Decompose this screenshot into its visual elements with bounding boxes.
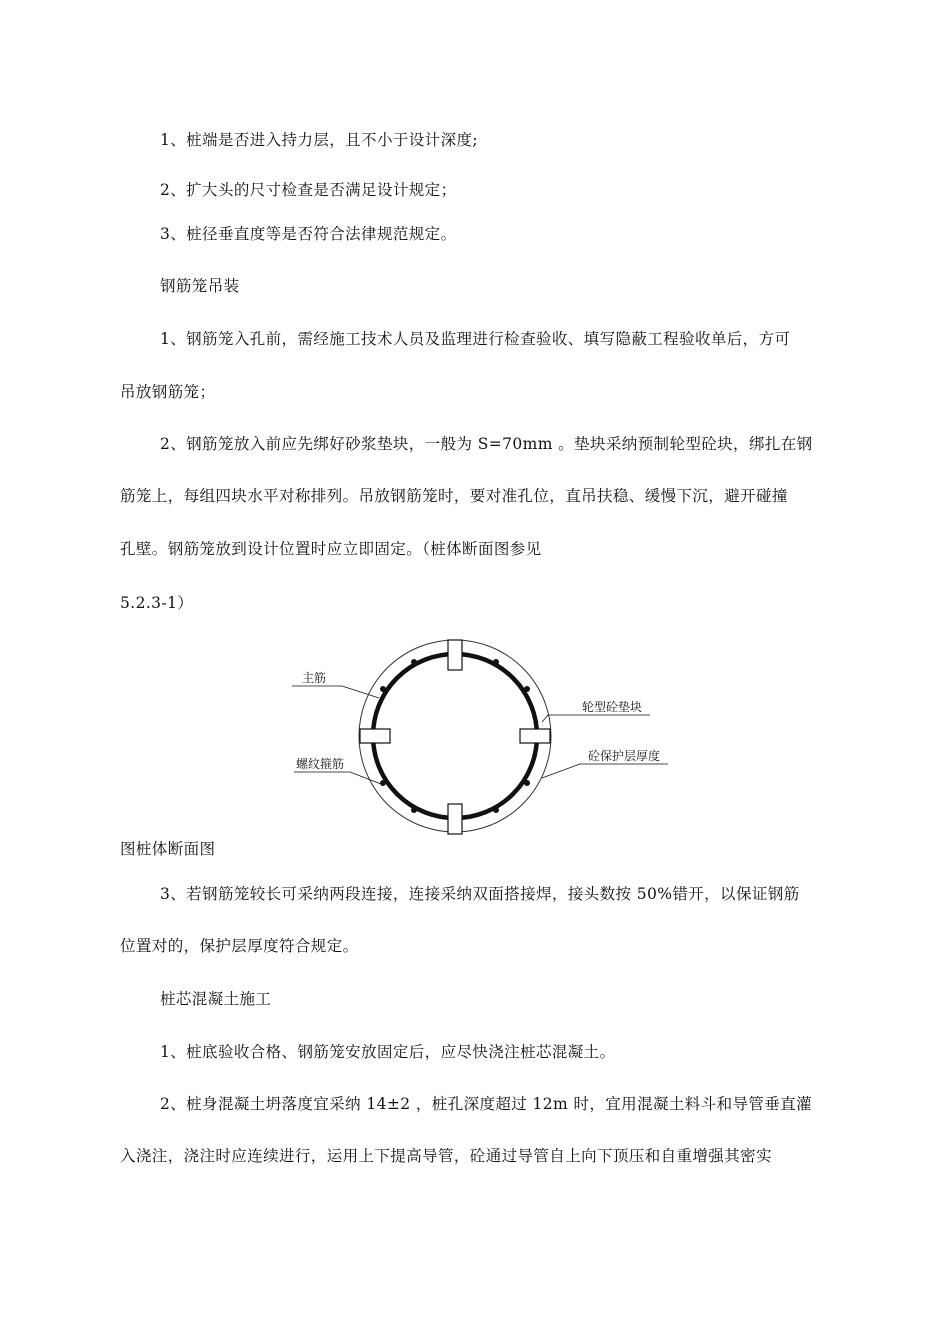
figure-caption: 图桩体断面图: [120, 840, 216, 858]
text-line: 吊放钢筋笼；: [120, 383, 216, 401]
spiral-stirrup-label: 螺纹箍筋: [296, 757, 345, 771]
section-heading: 桩芯混凝土施工: [160, 990, 272, 1008]
text-line: 1、钢筋笼入孔前，需经施工技术人员及监理进行检查验收、填写隐蔽工程验收单后，方可: [160, 330, 791, 348]
main-bar-label: 主筋: [302, 671, 327, 685]
spacer-block-label: 轮型砼垫块: [582, 700, 643, 714]
text-line: 1、桩端是否进入持力层，且不小于设计深度;: [160, 131, 478, 149]
main-bar-dots: [368, 648, 542, 824]
text-line: 3、若钢筋笼较长可采纳两段连接，连接采纳双面搭接焊，接头数按 50%错开，以保证钢筋: [160, 885, 800, 903]
rebar-cage-circle: [373, 654, 537, 818]
text-line: 2、桩身混凝土坍落度宜采纳 14±2 ，桩孔深度超过 12m 时，宜用混凝土料斗和导管垂直灌: [160, 1095, 812, 1113]
text-line: 3、桩径垂直度等是否符合法律规范规定。: [160, 225, 457, 243]
text-line: 筋笼上，每组四块水平对称排列。吊放钢筋笼时，要对准孔位，直吊扶稳、缓慢下沉，避开碰撞: [120, 487, 788, 505]
text-line: 位置对的，保护层厚度符合规定。: [120, 937, 359, 955]
text-line: 5.2.3-1）: [120, 594, 194, 612]
pile-section-figure: [280, 636, 680, 840]
cover-thickness-label: 砼保护层厚度: [588, 749, 661, 763]
pile-section-diagram: [280, 636, 680, 840]
text-line: 2、扩大头的尺寸检查是否满足设计规定；: [160, 181, 457, 199]
text-line: 2、钢筋笼放入前应先绑好砂浆垫块，一般为 S=70mm 。垫块采纳预制轮型砼块，绑扎在钢: [160, 435, 813, 453]
section-heading: 钢筋笼吊装: [160, 277, 240, 295]
text-line: 1、桩底验收合格、钢筋笼安放固定后，应尽快浇注桩芯混凝土。: [160, 1043, 616, 1061]
text-line: 孔壁。钢筋笼放到设计位置时应立即固定。（桩体断面图参见: [120, 540, 542, 558]
text-line: 入浇注，浇注时应连续进行，运用上下提高导管，砼通过导管自上向下顶压和自重增强其密实: [120, 1147, 772, 1165]
